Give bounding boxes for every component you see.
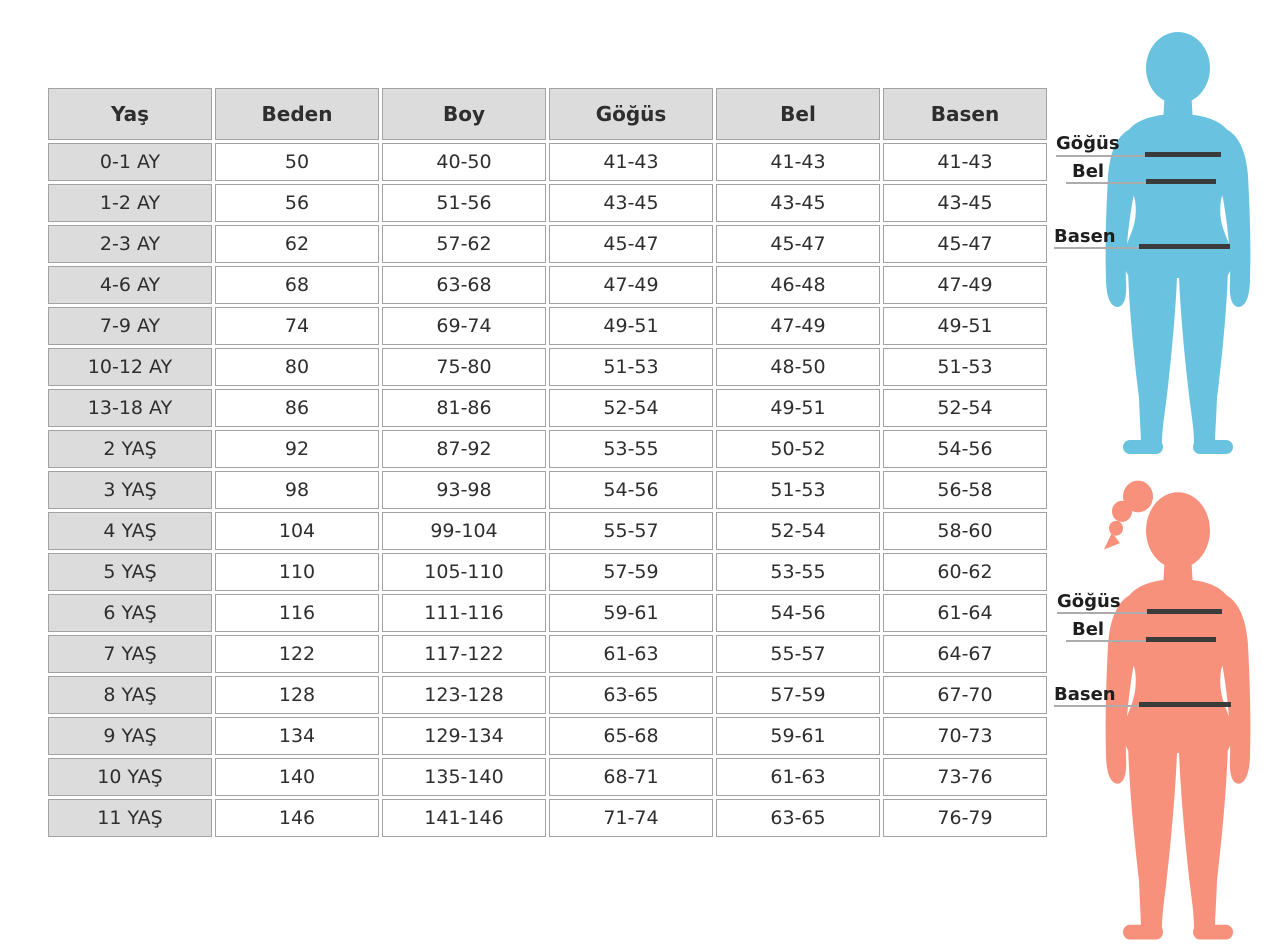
age-cell: 11 YAŞ bbox=[48, 799, 212, 837]
age-cell: 13-18 AY bbox=[48, 389, 212, 427]
table-row bbox=[48, 266, 1047, 304]
value-cell: 86 bbox=[215, 389, 379, 427]
value-cell: 128 bbox=[215, 676, 379, 714]
value-cell: 52-54 bbox=[549, 389, 713, 427]
value-cell: 68-71 bbox=[549, 758, 713, 796]
value-cell: 75-80 bbox=[382, 348, 546, 386]
value-cell: 104 bbox=[215, 512, 379, 550]
value-cell: 63-65 bbox=[549, 676, 713, 714]
waist-underline-top bbox=[1066, 182, 1147, 184]
value-cell: 140 bbox=[215, 758, 379, 796]
value-cell: 43-45 bbox=[549, 184, 713, 222]
column-header: Göğüs bbox=[549, 88, 713, 140]
value-cell: 105-110 bbox=[382, 553, 546, 591]
size-table bbox=[45, 85, 1050, 840]
value-cell: 57-59 bbox=[716, 676, 880, 714]
value-cell: 129-134 bbox=[382, 717, 546, 755]
waist-measure-line-top bbox=[1146, 179, 1216, 184]
value-cell: 135-140 bbox=[382, 758, 546, 796]
value-cell: 98 bbox=[215, 471, 379, 509]
value-cell: 45-47 bbox=[883, 225, 1047, 263]
table-row bbox=[48, 594, 1047, 632]
age-cell: 7-9 AY bbox=[48, 307, 212, 345]
value-cell: 41-43 bbox=[716, 143, 880, 181]
age-cell: 0-1 AY bbox=[48, 143, 212, 181]
value-cell: 43-45 bbox=[883, 184, 1047, 222]
value-cell: 68 bbox=[215, 266, 379, 304]
value-cell: 49-51 bbox=[716, 389, 880, 427]
value-cell: 54-56 bbox=[883, 430, 1047, 468]
table-row bbox=[48, 348, 1047, 386]
value-cell: 51-56 bbox=[382, 184, 546, 222]
value-cell: 49-51 bbox=[549, 307, 713, 345]
table-row bbox=[48, 143, 1047, 181]
value-cell: 56 bbox=[215, 184, 379, 222]
value-cell: 93-98 bbox=[382, 471, 546, 509]
value-cell: 51-53 bbox=[716, 471, 880, 509]
value-cell: 122 bbox=[215, 635, 379, 673]
value-cell: 55-57 bbox=[716, 635, 880, 673]
value-cell: 69-74 bbox=[382, 307, 546, 345]
hip-measure-line-bottom bbox=[1139, 702, 1231, 707]
age-cell: 7 YAŞ bbox=[48, 635, 212, 673]
value-cell: 41-43 bbox=[883, 143, 1047, 181]
ponytail-curl bbox=[1109, 521, 1123, 536]
value-cell: 50 bbox=[215, 143, 379, 181]
chest-label-bottom: Göğüs bbox=[1057, 591, 1121, 612]
body-silhouette-bottom bbox=[1078, 474, 1278, 944]
age-cell: 3 YAŞ bbox=[48, 471, 212, 509]
value-cell: 74 bbox=[215, 307, 379, 345]
age-cell: 5 YAŞ bbox=[48, 553, 212, 591]
hip-label-top: Basen bbox=[1054, 226, 1116, 247]
value-cell: 146 bbox=[215, 799, 379, 837]
table-row bbox=[48, 184, 1047, 222]
value-cell: 87-92 bbox=[382, 430, 546, 468]
value-cell: 80 bbox=[215, 348, 379, 386]
column-header: Yaş bbox=[48, 88, 212, 140]
value-cell: 141-146 bbox=[382, 799, 546, 837]
chest-measure-line-top bbox=[1145, 152, 1221, 157]
value-cell: 134 bbox=[215, 717, 379, 755]
value-cell: 54-56 bbox=[549, 471, 713, 509]
value-cell: 54-56 bbox=[716, 594, 880, 632]
value-cell: 65-68 bbox=[549, 717, 713, 755]
waist-underline-bottom bbox=[1066, 640, 1147, 642]
value-cell: 45-47 bbox=[716, 225, 880, 263]
column-header: Basen bbox=[883, 88, 1047, 140]
value-cell: 81-86 bbox=[382, 389, 546, 427]
table-row bbox=[48, 225, 1047, 263]
age-cell: 2-3 AY bbox=[48, 225, 212, 263]
value-cell: 51-53 bbox=[883, 348, 1047, 386]
value-cell: 49-51 bbox=[883, 307, 1047, 345]
value-cell: 116 bbox=[215, 594, 379, 632]
table-row bbox=[48, 389, 1047, 427]
value-cell: 123-128 bbox=[382, 676, 546, 714]
chest-underline-bottom bbox=[1057, 612, 1148, 614]
value-cell: 67-70 bbox=[883, 676, 1047, 714]
waist-label-bottom: Bel bbox=[1072, 619, 1105, 640]
value-cell: 64-67 bbox=[883, 635, 1047, 673]
value-cell: 51-53 bbox=[549, 348, 713, 386]
table-row bbox=[48, 471, 1047, 509]
body-shape-top bbox=[1106, 32, 1251, 454]
age-cell: 10-12 AY bbox=[48, 348, 212, 386]
chest-label-top: Göğüs bbox=[1056, 133, 1120, 154]
table-row bbox=[48, 717, 1047, 755]
value-cell: 57-62 bbox=[382, 225, 546, 263]
value-cell: 56-58 bbox=[883, 471, 1047, 509]
hip-label-bottom: Basen bbox=[1054, 684, 1116, 705]
value-cell: 99-104 bbox=[382, 512, 546, 550]
value-cell: 47-49 bbox=[549, 266, 713, 304]
value-cell: 61-63 bbox=[549, 635, 713, 673]
value-cell: 47-49 bbox=[716, 307, 880, 345]
value-cell: 110 bbox=[215, 553, 379, 591]
waist-measure-line-bottom bbox=[1146, 637, 1216, 642]
hip-underline-bottom bbox=[1054, 705, 1140, 707]
hip-measure-line-top bbox=[1139, 244, 1230, 249]
table-row bbox=[48, 553, 1047, 591]
value-cell: 57-59 bbox=[549, 553, 713, 591]
table-row bbox=[48, 635, 1047, 673]
column-header: Bel bbox=[716, 88, 880, 140]
value-cell: 41-43 bbox=[549, 143, 713, 181]
value-cell: 73-76 bbox=[883, 758, 1047, 796]
column-header: Boy bbox=[382, 88, 546, 140]
value-cell: 61-64 bbox=[883, 594, 1047, 632]
chest-measure-line-bottom bbox=[1147, 609, 1222, 614]
ponytail-curl bbox=[1112, 501, 1132, 522]
hip-underline-top bbox=[1054, 247, 1140, 249]
value-cell: 59-61 bbox=[716, 717, 880, 755]
value-cell: 46-48 bbox=[716, 266, 880, 304]
value-cell: 50-52 bbox=[716, 430, 880, 468]
table-row bbox=[48, 430, 1047, 468]
age-cell: 1-2 AY bbox=[48, 184, 212, 222]
value-cell: 58-60 bbox=[883, 512, 1047, 550]
table-row bbox=[48, 758, 1047, 796]
age-cell: 4 YAŞ bbox=[48, 512, 212, 550]
value-cell: 117-122 bbox=[382, 635, 546, 673]
chest-underline-top bbox=[1056, 155, 1146, 157]
value-cell: 55-57 bbox=[549, 512, 713, 550]
value-cell: 71-74 bbox=[549, 799, 713, 837]
value-cell: 63-68 bbox=[382, 266, 546, 304]
body-shape-bottom bbox=[1104, 481, 1250, 940]
value-cell: 62 bbox=[215, 225, 379, 263]
value-cell: 63-65 bbox=[716, 799, 880, 837]
value-cell: 45-47 bbox=[549, 225, 713, 263]
value-cell: 70-73 bbox=[883, 717, 1047, 755]
table-row bbox=[48, 799, 1047, 837]
value-cell: 59-61 bbox=[549, 594, 713, 632]
age-cell: 2 YAŞ bbox=[48, 430, 212, 468]
age-cell: 10 YAŞ bbox=[48, 758, 212, 796]
value-cell: 53-55 bbox=[716, 553, 880, 591]
column-header: Beden bbox=[215, 88, 379, 140]
table-row bbox=[48, 307, 1047, 345]
age-cell: 9 YAŞ bbox=[48, 717, 212, 755]
size-table-body bbox=[48, 143, 1047, 837]
value-cell: 52-54 bbox=[883, 389, 1047, 427]
value-cell: 52-54 bbox=[716, 512, 880, 550]
value-cell: 76-79 bbox=[883, 799, 1047, 837]
age-cell: 6 YAŞ bbox=[48, 594, 212, 632]
value-cell: 92 bbox=[215, 430, 379, 468]
value-cell: 61-63 bbox=[716, 758, 880, 796]
age-cell: 8 YAŞ bbox=[48, 676, 212, 714]
table-row bbox=[48, 512, 1047, 550]
table-header-row bbox=[48, 88, 1047, 140]
value-cell: 48-50 bbox=[716, 348, 880, 386]
age-cell: 4-6 AY bbox=[48, 266, 212, 304]
value-cell: 111-116 bbox=[382, 594, 546, 632]
value-cell: 47-49 bbox=[883, 266, 1047, 304]
table-row bbox=[48, 676, 1047, 714]
value-cell: 43-45 bbox=[716, 184, 880, 222]
value-cell: 40-50 bbox=[382, 143, 546, 181]
waist-label-top: Bel bbox=[1072, 161, 1105, 182]
value-cell: 53-55 bbox=[549, 430, 713, 468]
value-cell: 60-62 bbox=[883, 553, 1047, 591]
